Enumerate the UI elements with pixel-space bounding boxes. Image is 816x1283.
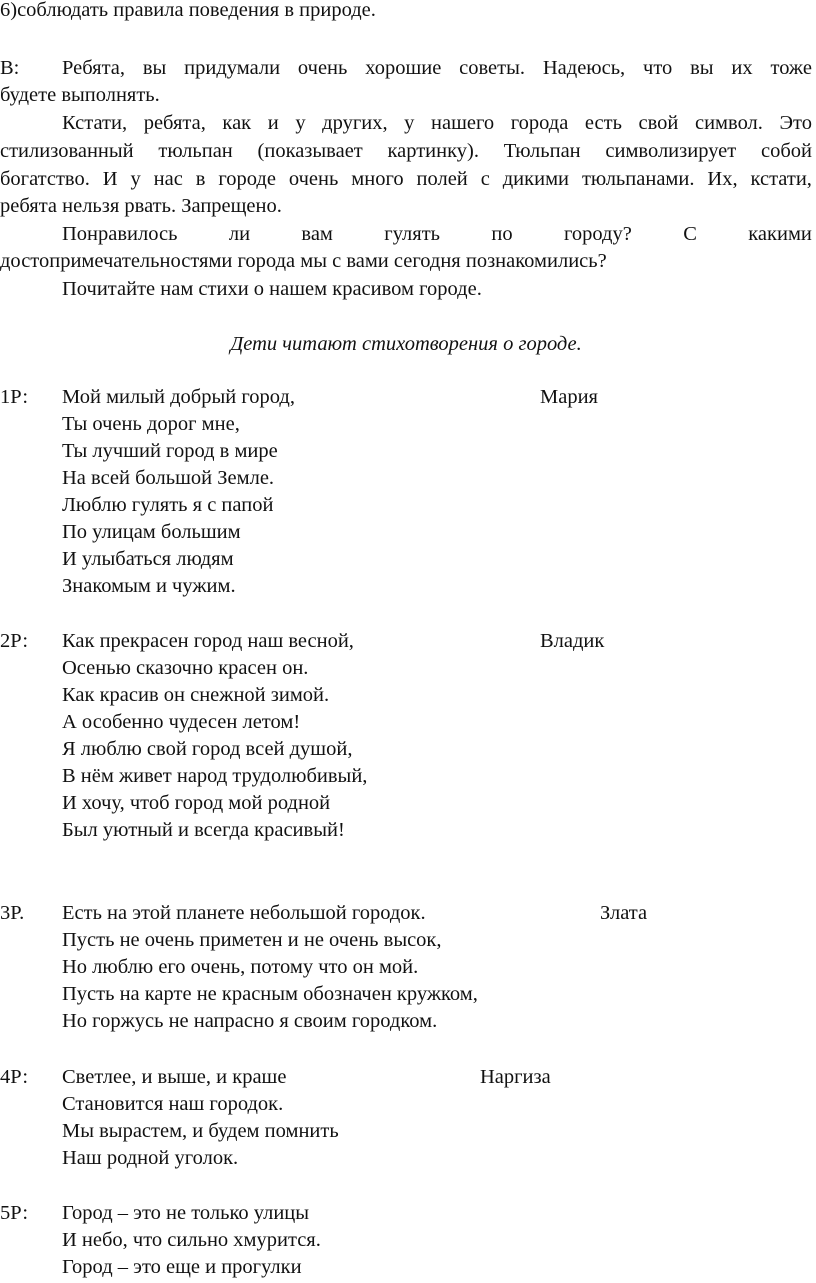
poem-line: На всей большой Земле. [62,467,275,489]
poem-line: Город – это не только улицы [62,1202,310,1224]
teacher-line-4 [0,138,812,165]
poem-line: По улицам большим [62,521,241,543]
poem-line: Осенью сказочно красен он. [62,657,309,679]
poem-label: 4Р: [0,1066,29,1088]
word: картинку). [387,140,479,162]
word: что [643,57,673,79]
word: с [480,168,490,190]
poem-line: Ты лучший город в мире [62,440,278,462]
word: других, [322,112,388,134]
word: символизирует [605,140,737,162]
word: советы. [459,57,526,79]
poem-line: Но горжусь не напрасно я своим городком. [62,1010,438,1032]
poem-line: Мой милый добрый город, [62,386,295,408]
poem-line: Как прекрасен город наш весной, [62,630,354,652]
word: городе [218,168,276,190]
speaker-label-teacher: В: [0,57,20,79]
word: Их, [707,168,738,190]
poem-line: А особенно чудесен летом! [62,711,301,733]
word: города [510,112,569,134]
word: вы [142,57,167,79]
poem-author: Мария [540,386,598,408]
word: у [130,168,141,190]
word: С [683,223,697,245]
poem-line: И улыбаться людям [62,548,234,570]
word: тоже [770,57,812,79]
word: вы [690,57,714,79]
poem-label: 1Р: [0,386,29,408]
word: Кстати, [62,112,128,134]
word: кстати, [750,168,812,190]
word: у [295,112,306,134]
word: символ. [694,112,763,134]
poem-line: Был уютный и всегда красивый! [62,819,345,841]
poem-line: И хочу, чтоб город мой родной [62,792,331,814]
poem-line: Пусть не очень приметен и не очень высок, [62,929,442,951]
word: полей [416,168,468,190]
poem-author: Злата [600,902,648,924]
word: есть [584,112,622,134]
poem-line: И небо, что сильно хмурится. [62,1229,321,1251]
word: ребята, [143,112,206,134]
poem-line: Ты очень дорог мне, [62,413,240,435]
teacher-line-9: Почитайте нам стихи о нашем красивом городе. [62,278,482,300]
poem-line: Мы вырастем, и будем помнить [62,1120,339,1142]
word: ли [228,223,251,245]
word: их [731,57,753,79]
word: много [351,168,404,190]
poem-line: Как красив он снежной зимой. [62,684,330,706]
word: И [102,168,118,190]
word: у [404,112,415,134]
poem-label: 5Р: [0,1202,29,1224]
poem-line: Люблю гулять я с папой [62,494,274,516]
word: тюльпанами. [581,168,695,190]
word: хорошие [365,57,442,79]
teacher-line-2: будете выполнять. [0,84,160,106]
poem-label: 2Р: [0,630,29,652]
word: нас [153,168,183,190]
word: собой [760,140,812,162]
word: очень [297,57,348,79]
word: Это [779,112,812,134]
word: (показывает [257,140,363,162]
teacher-line-6: ребята нельзя рвать. Запрещено. [0,195,282,217]
word: тюльпан [158,140,233,162]
teacher-line-7 [62,221,812,248]
poem-line: Есть на этой планете небольшой городок. [62,902,426,924]
word: как [222,112,252,134]
word: стилизованный [0,140,134,162]
poem-line: Город – это еще и прогулки [62,1256,302,1278]
text-line-1: 6)соблюдать правила поведения в природе. [0,0,376,21]
word: какими [748,223,812,245]
word: гулять [384,223,441,245]
word: Ребята, [62,57,126,79]
teacher-line-3 [62,110,812,137]
teacher-line-5 [0,166,812,193]
word: городу? [564,223,632,245]
poem-author: Наргиза [480,1066,551,1088]
poem-line: Пусть на карте не красным обозначен кружком, [62,983,478,1005]
poem-author: Владик [540,630,605,652]
poem-line: Но люблю его очень, потому что он мой. [62,956,419,978]
word: Понравилось [62,223,178,245]
word: Тюльпан [503,140,581,162]
word: дикими [502,168,570,190]
poem-line: Становится наш городок. [62,1093,284,1115]
word: Надеюсь, [542,57,626,79]
word: придумали [184,57,281,79]
poem-line: Знакомым и чужим. [62,575,236,597]
poem-label: 3Р. [0,902,25,924]
word: вам [301,223,333,245]
word: нашего [431,112,495,134]
poem-line: Я люблю свой город всей душой, [62,738,353,760]
word: богатство. [0,168,90,190]
word: свой [638,112,679,134]
word: и [267,112,279,134]
poem-line: В нём живет народ трудолюбивый, [62,765,368,787]
teacher-line-8: достопримечательностями города мы с вами сегодня познакомились? [0,250,607,272]
teacher-line-1 [62,55,812,82]
poem-line: Наш родной уголок. [62,1147,239,1169]
word: по [491,223,513,245]
word: очень [288,168,339,190]
poem-line: Светлее, и выше, и краше [62,1066,287,1088]
word: в [195,168,206,190]
stage-direction: Дети читают стихотворения о городе. [230,333,582,355]
